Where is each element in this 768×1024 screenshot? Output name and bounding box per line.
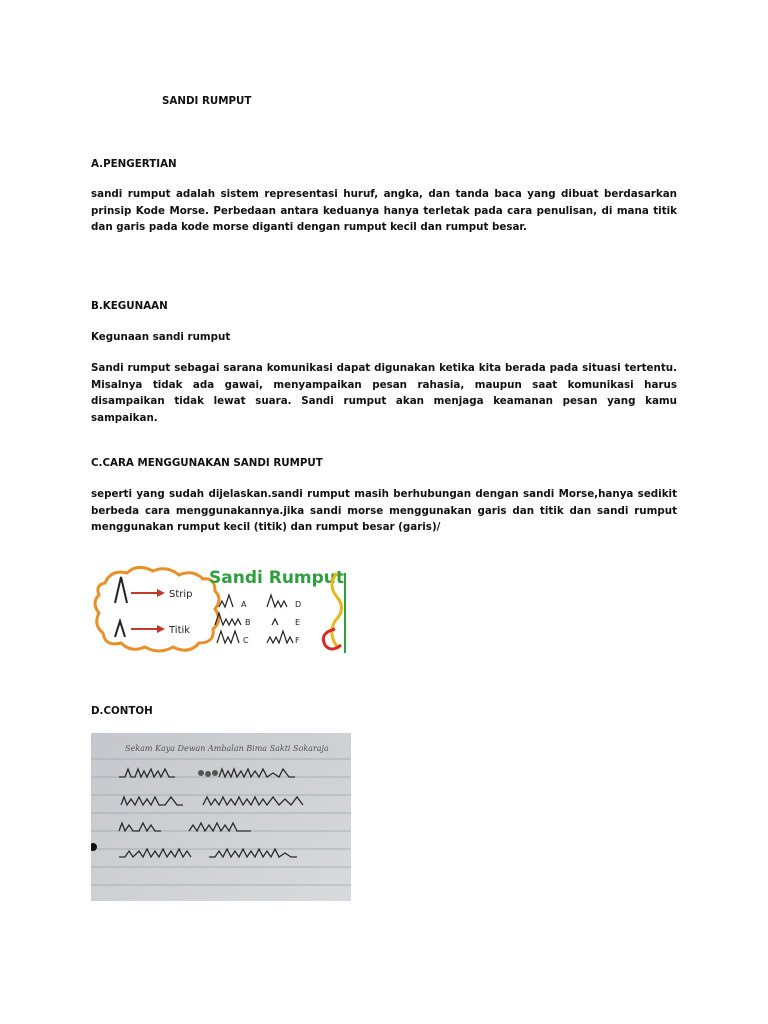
- letter-b: B: [245, 618, 251, 627]
- section-subheading-kegunaan: Kegunaan sandi rumput: [91, 331, 231, 343]
- section-body-kegunaan: Sandi rumput sebagai sarana komunikasi dapat digunakan ketika kita berada pada situasi tertentu. Misalnya tidak ada gawai, menyampaikan pesan rahasia, maupun saat komunikasi harus disampaikan tidak lewat suara. Sandi rumput akan menjaga keamanan pesan yang kamu sampaikan.: [91, 362, 677, 424]
- legend-title: Sandi Rumput: [209, 568, 345, 588]
- section-heading-pengertian: A.PENGERTIAN: [91, 158, 177, 170]
- handwritten-caption: Sekam Kaya Dewan Ambalan Bima Sakti Sokaraja: [125, 744, 329, 753]
- letter-a: A: [241, 600, 247, 609]
- letter-e: E: [295, 618, 301, 627]
- decorative-doodle: [198, 770, 218, 777]
- letter-d: D: [295, 600, 302, 609]
- letter-f: F: [295, 636, 300, 645]
- section-heading-contoh: D.CONTOH: [91, 705, 153, 717]
- contoh-photo-figure: [91, 733, 351, 901]
- section-body-pengertian: sandi rumput adalah sistem representasi huruf, angka, dan tanda baca yang dibuat berdasarkan prinsip Kode Morse. Perbedaan antara keduanya hanya terletak pada cara penulisan, di mana titik dan garis pada kode morse diganti dengan rumput kecil dan rumput besar.: [91, 188, 677, 233]
- titik-label: Titik: [169, 625, 191, 636]
- strip-label: Strip: [169, 589, 193, 600]
- sandi-rumput-legend-figure: [91, 563, 353, 656]
- section-heading-cara: C.CARA MENGGUNAKAN SANDI RUMPUT: [91, 457, 323, 469]
- letter-c: C: [243, 636, 249, 645]
- section-body-cara: seperti yang sudah dijelaskan.sandi rumput masih berhubungan dengan sandi Morse,hanya sedikit berbeda cara menggunakannya.jika sandi morse menggunakan garis dan titik dan sandi rumput menggunakan rumput kecil (titik) dan rumput besar (garis)/: [91, 488, 677, 533]
- section-heading-kegunaan: B.KEGUNAAN: [91, 300, 168, 312]
- page-title: SANDI RUMPUT: [162, 95, 252, 107]
